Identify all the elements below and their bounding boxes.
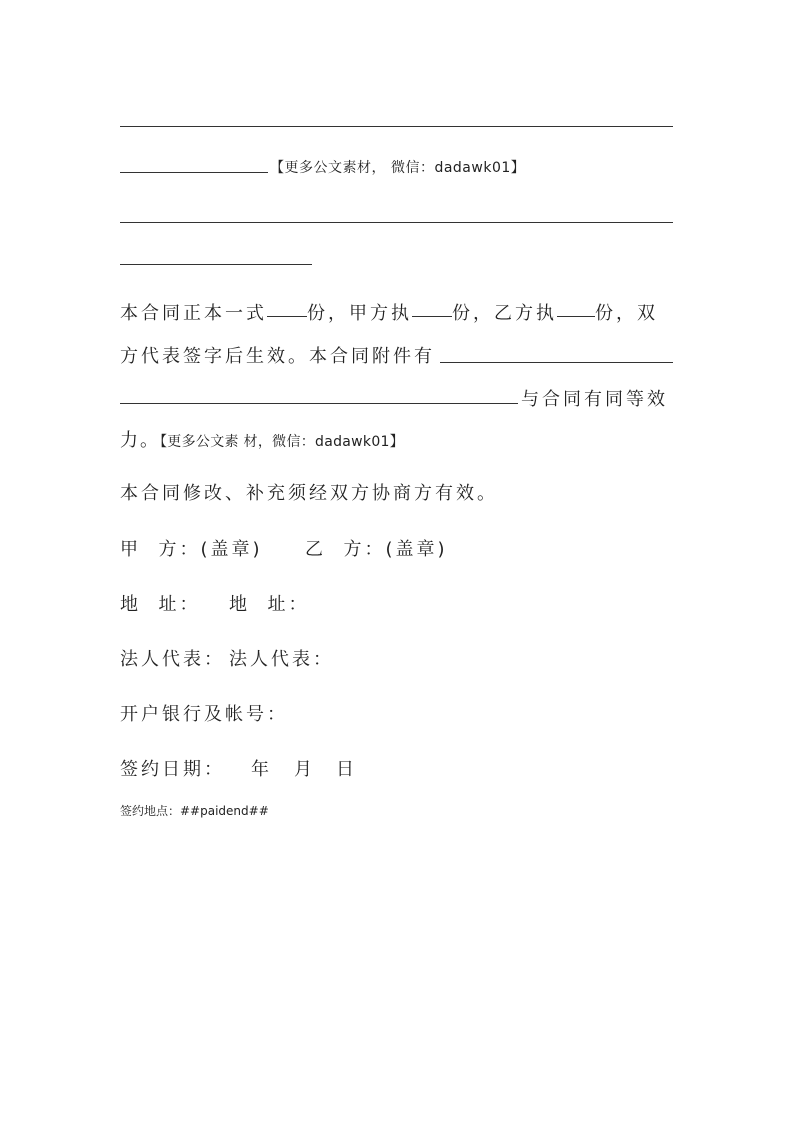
- blank-rule-2: [120, 172, 268, 174]
- promo-note-2: 【更多公文素 材，微信：dadawk01】: [160, 434, 405, 450]
- party-a-seal: 甲 方：(盖章): [120, 539, 263, 560]
- attachment-blank-1: [440, 362, 673, 364]
- copies-text: 本合同正本一式: [120, 303, 267, 324]
- copies-unit-3: 份，双: [595, 303, 658, 324]
- attachment-blank-2: [120, 403, 518, 405]
- effect-end-text: 力。: [120, 430, 160, 451]
- equal-effect-text: 与合同有同等效: [521, 389, 668, 410]
- party-b-seal: 乙 方：(盖章): [305, 539, 448, 560]
- sign-date-day: 日: [336, 759, 357, 780]
- sign-date-month: 月: [294, 759, 315, 780]
- blank-rule-1: [120, 126, 673, 128]
- copies-line: [120, 299, 658, 325]
- legal-rep-b: 法人代表：: [229, 649, 334, 670]
- bank-account: 开户银行及帐号：: [120, 704, 288, 725]
- address-a: 地 址：: [120, 594, 201, 615]
- sign-date-label: 签约日期：: [120, 759, 225, 780]
- blank-rule-4: [120, 264, 312, 266]
- effect-end-line: [120, 426, 404, 452]
- address-b: 地 址：: [229, 594, 310, 615]
- copies-blank-b: [557, 315, 595, 317]
- copies-blank-total: [267, 315, 307, 317]
- copies-blank-a: [412, 315, 452, 317]
- amendment-clause: 本合同修改、补充须经双方协商方有效。: [120, 483, 498, 504]
- blank-rule-3: [120, 222, 673, 224]
- sign-date-year: 年: [251, 759, 272, 780]
- sign-place: 签约地点：##paidend##: [120, 804, 269, 818]
- equal-effect-line: [521, 385, 668, 411]
- copies-unit-1: 份，甲方执: [307, 303, 412, 324]
- attachment-text: 方代表签字后生效。本合同附件有: [120, 346, 435, 367]
- copies-unit-2: 份，乙方执: [452, 303, 557, 324]
- legal-rep-a: 法人代表：: [120, 649, 225, 670]
- attachment-line: [120, 342, 435, 368]
- promo-note-1: 【更多公文素材， 微信：dadawk01】: [270, 160, 526, 176]
